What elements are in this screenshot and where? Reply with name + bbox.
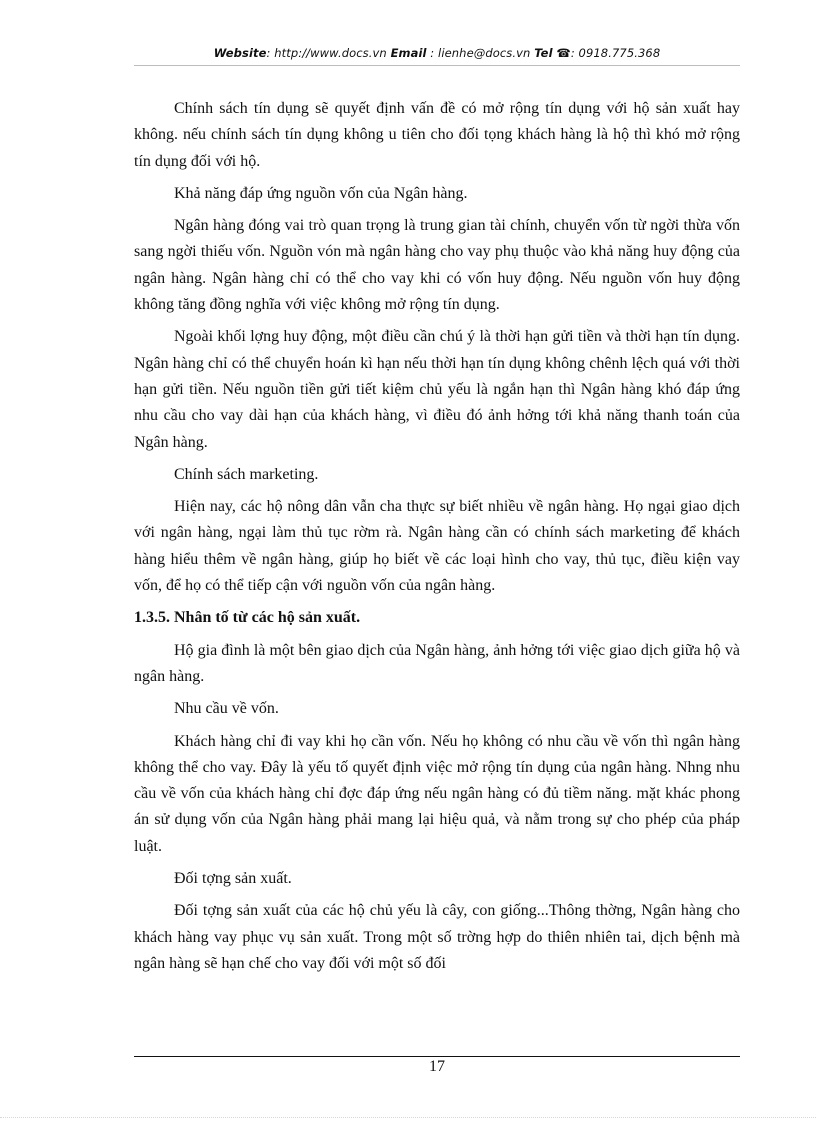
paragraph: Hiện nay, các hộ nông dân vẫn cha thực sự biết nhiều về ngân hàng. Họ ngại giao dịch với ngân hàng, ngại làm thủ tục rờm rà. Ngân hàng cần có chính sách marketing để khách hàng hiểu thêm về ngân hàng, giúp họ biết về các loại hình cho vay, thủ tục, điều kiện vay vốn, để họ có thể tiếp cận với nguồn vốn của ngân hàng. [134,498,740,595]
paragraph: Ngân hàng đóng vai trò quan trọng là trung gian tài chính, chuyển vốn từ ngời thừa vốn sang ngời thiếu vốn. Nguồn vón mà ngân hàng cho vay phụ thuộc vào khả năng huy động của ngân hàng. Ngân hàng chỉ có thể cho vay khi có vốn huy động. Nếu nguồn vốn huy động không tăng đồng nghĩa với việc không mở rộng tín dụng. [134,217,740,314]
paragraph: Đối tợng sản xuất của các hộ chủ yếu là cây, con giống...Thông thờng, Ngân hàng cho khách hàng vay phục vụ sản xuất. Trong một số trờng hợp do thiên nhiên tai, dịch bệnh mà ngân hàng sẽ hạn chế cho vay đối với một số đối [134,902,740,972]
email-label: Email [390,46,427,60]
page-header [134,46,740,60]
paragraph: Chính sách tín dụng sẽ quyết định vấn đề có mở rộng tín dụng với hộ sản xuất hay không. nếu chính sách tín dụng không u tiên cho đối tọng khách hàng là hộ thì khó mở rộng tín dụng đối với hộ. [134,100,740,170]
paragraph: Hộ gia đình là một bên giao dịch của Ngân hàng, ảnh hởng tới việc giao dịch giữa hộ và ngân hàng. [134,641,740,685]
email-address: : lienhe@docs.vn [426,46,535,60]
footer-divider [134,1056,740,1057]
paragraph: Chính sách marketing. [174,465,319,483]
phone-icon: ☎ [556,46,571,60]
document-body [134,96,740,983]
header-divider [134,65,740,66]
section-heading: 1.3.5. Nhân tố từ các hộ sản xuất. [134,609,361,627]
paragraph: Khách hàng chỉ đi vay khi họ cần vốn. Nếu họ không có nhu cầu về vốn thì ngân hàng không thể cho vay. Đây là yếu tố quyết định việc mở rộng tín dụng của ngân hàng. Nhng nhu cầu về vốn của khách hàng chỉ đợc đáp ứng nếu ngân hàng có đủ tiềm năng. mặt khác phong án sử dụng vốn của Ngân hàng phải mang lại hiệu quả, và nằm trong sự cho phép của pháp luật. [134,732,740,855]
tel-label: Tel [534,46,553,60]
page-bottom-dotted-line [0,1117,816,1118]
website-url: : http://www.docs.vn [266,46,391,60]
paragraph: Đối tợng sản xuất. [174,870,292,888]
tel-number: : 0918.775.368 [570,46,661,60]
paragraph: Nhu cầu về vốn. [174,700,279,718]
website-label: Website [213,46,267,60]
paragraph: Ngoài khối lợng huy động, một điều cần chú ý là thời hạn gửi tiền và thời hạn tín dụng. Ngân hàng chỉ có thể chuyển hoán kì hạn nếu thời hạn tín dụng không chênh lệch quá với thời hạn gửi tiền. Nếu nguồn tiền gửi tiết kiệm chủ yếu là ngắn hạn thì Ngân hàng khó đáp ứng nhu cầu cho vay dài hạn của khách hàng, vì điều đó ảnh hởng tới khả năng thanh toán của Ngân hàng. [134,328,740,451]
page-number: 17 [429,1058,445,1075]
paragraph: Khả năng đáp ứng nguồn vốn của Ngân hàng. [174,184,468,202]
